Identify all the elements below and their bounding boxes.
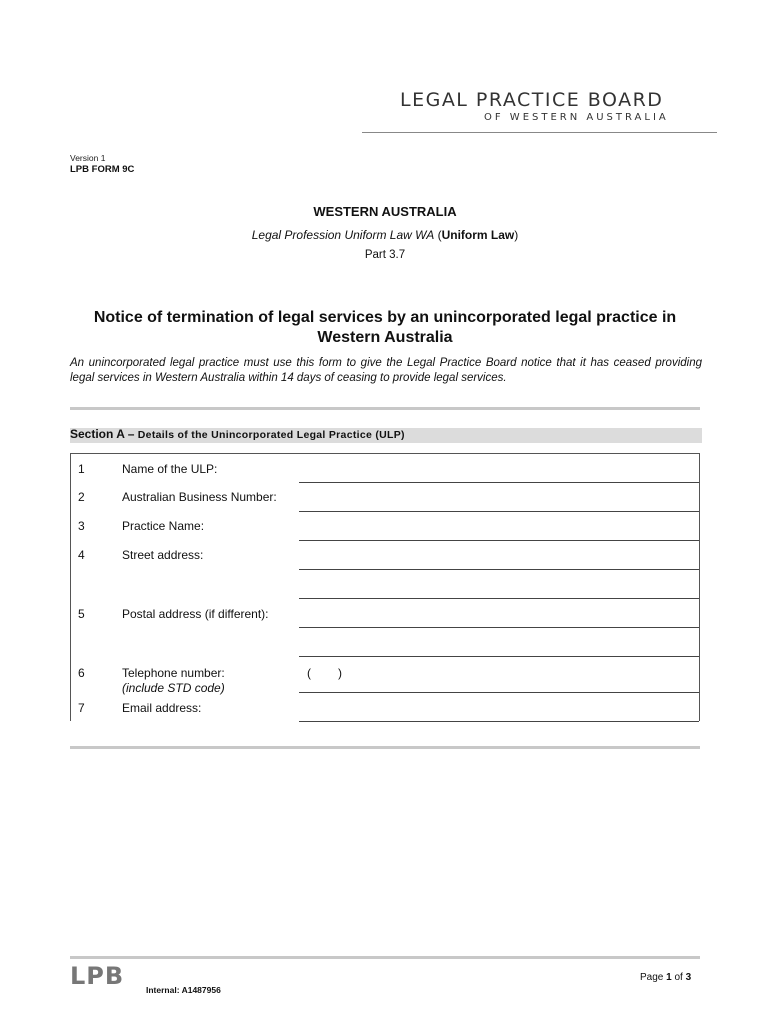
section-divider-top xyxy=(70,407,700,410)
street-address-label: Street address: xyxy=(122,548,204,562)
lpb-logo: LPB xyxy=(70,962,125,990)
ulp-name-field[interactable] xyxy=(299,482,699,483)
page-total: 3 xyxy=(685,972,692,983)
table-right-border xyxy=(699,453,700,721)
field-number: 1 xyxy=(78,462,85,476)
field-number: 5 xyxy=(78,607,85,621)
telephone-field[interactable] xyxy=(299,692,699,693)
practice-name-label: Practice Name: xyxy=(122,519,205,533)
street-address-field-line-1[interactable] xyxy=(299,569,699,570)
page-mid: of xyxy=(671,972,686,983)
form-version: Version 1 xyxy=(70,153,106,163)
ulp-name-label: Name of the ULP: xyxy=(122,462,218,476)
abn-field[interactable] xyxy=(299,511,699,512)
act-paren-open: ( xyxy=(434,228,442,242)
table-left-border xyxy=(70,453,71,721)
field-number: 4 xyxy=(78,548,85,562)
table-top-border xyxy=(70,453,700,454)
org-name: LEGAL PRACTICE BOARD xyxy=(400,89,664,111)
part-reference: Part 3.7 xyxy=(364,249,406,261)
intro-text: An unincorporated legal practice must use this form to give the Legal Practice Board notice that it has ceased providing legal services in Western Australia within 14 days of ceasing to provide legal services. xyxy=(70,357,702,384)
field-number: 2 xyxy=(78,490,85,504)
internal-reference: Internal: A1487956 xyxy=(146,985,221,995)
telephone-label-text: Telephone number: xyxy=(122,666,225,680)
abn-label: Australian Business Number: xyxy=(122,490,277,504)
field-number: 7 xyxy=(78,701,85,715)
page-current: 1 xyxy=(666,972,672,983)
page-prefix: Page xyxy=(640,972,667,983)
org-subtitle: OF WESTERN AUSTRALIA xyxy=(484,112,669,123)
section-a-title xyxy=(70,427,405,441)
telephone-sublabel: (include STD code) xyxy=(122,681,225,695)
practice-name-field[interactable] xyxy=(299,540,699,541)
telephone-label xyxy=(122,666,225,696)
postal-address-field-line-2[interactable] xyxy=(299,656,699,657)
act-short-name: Uniform Law xyxy=(441,228,515,242)
act-reference xyxy=(0,228,770,242)
section-a-prefix: Section A – xyxy=(70,427,138,441)
letterhead-divider xyxy=(362,132,717,133)
form-title xyxy=(0,308,770,348)
field-number: 3 xyxy=(78,519,85,533)
section-a-heading: Details of the Unincorporated Legal Practice (ULP) xyxy=(137,429,405,441)
page-number xyxy=(640,972,691,983)
jurisdiction-heading: WESTERN AUSTRALIA xyxy=(313,204,457,219)
street-address-field-line-2[interactable] xyxy=(299,598,699,599)
field-number: 6 xyxy=(78,666,85,680)
footer-divider xyxy=(70,956,700,959)
email-field[interactable] xyxy=(299,721,699,722)
postal-address-field-line-1[interactable] xyxy=(299,627,699,628)
form-title-line-2: Western Australia xyxy=(317,329,453,346)
act-name: Legal Profession Uniform Law WA xyxy=(251,228,435,242)
area-code-paren-open: ( xyxy=(307,666,311,680)
area-code-paren-close: ) xyxy=(338,666,342,680)
section-divider-bottom xyxy=(70,746,700,749)
act-paren-close: ) xyxy=(514,228,519,242)
form-number: LPB FORM 9C xyxy=(70,164,135,175)
email-label: Email address: xyxy=(122,701,202,715)
form-title-line-1: Notice of termination of legal services by an unincorporated legal practice in xyxy=(93,309,677,326)
postal-address-label: Postal address (if different): xyxy=(122,607,269,621)
